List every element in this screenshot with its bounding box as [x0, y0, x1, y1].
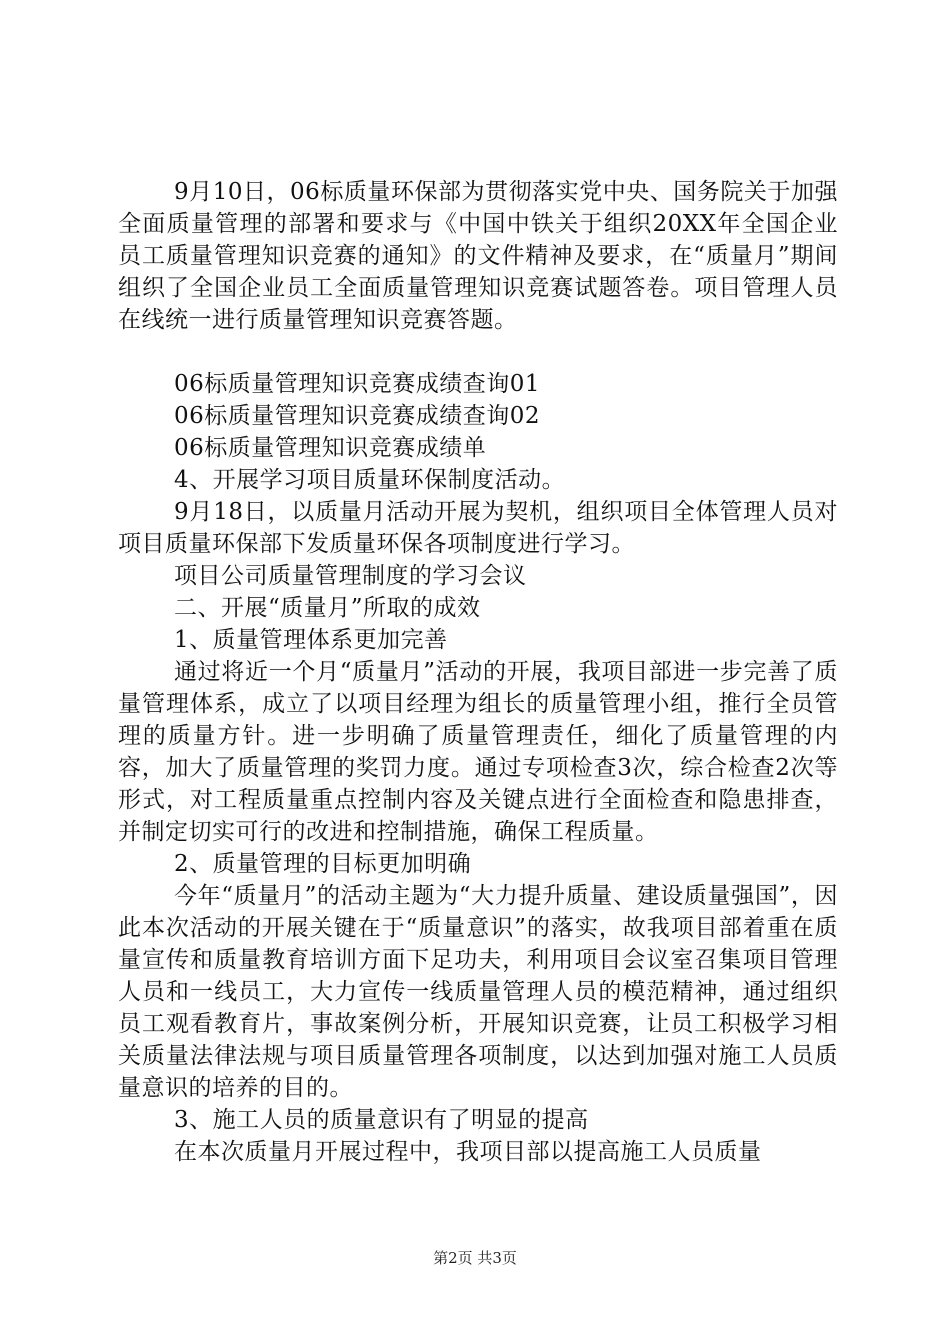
- caption-score-query-01: 06标质量管理知识竞赛成绩查询01: [174, 371, 541, 397]
- caption-score-query-02: 06标质量管理知识竞赛成绩查询02: [174, 403, 541, 429]
- paragraph-goal-clearer: 今年“质量月”的活动主题为“大力提升质量、建设质量强国”，因此本次活动的开展关键在于“质量意识”的落实，故我项目部着重在质量宣传和质量教育培训方面下足功夫，利用项目会议室召集项目管理人员和一线员工，大力宣传一线质量管理人员的模范精神，通过组织员工观看教育片，事故案例分析，开展知识竞赛，让员工积极学习相关质量法律法规与项目质量管理各项制度，以达到加强对施工人员质量意识的培养的目的。: [118, 883, 838, 1101]
- paragraph-spacer: [118, 336, 838, 368]
- paragraph-quality-contest-intro: 9月10日，06标质量环保部为贯彻落实党中央、国务院关于加强全面质量管理的部署和要求与《中国中铁关于组织20XX年全国企业员工质量管理知识竞赛的通知》的文件精神及要求，在“质量月”期间组织了全国企业员工全面质量管理知识竞赛试题答卷。项目管理人员在线统一进行质量管理知识竞赛答题。: [118, 179, 838, 333]
- caption-score-list: 06标质量管理知识竞赛成绩单: [174, 435, 487, 461]
- paragraph-system-improved: 通过将近一个月“质量月”活动的开展，我项目部进一步完善了质量管理体系，成立了以项目经理为组长的质量管理小组，推行全员管理的质量方针。进一步明确了质量管理责任，细化了质量管理的内容，加大了质量管理的奖罚力度。通过专项检查3次，综合检查2次等形式，对工程质量重点控制内容及关键点进行全面检查和隐患排查，并制定切实可行的改进和控制措施，确保工程质量。: [118, 659, 838, 845]
- section-heading-study-activity: 4、开展学习项目质量环保制度活动。: [174, 467, 566, 493]
- subheading-awareness-improved: 3、施工人员的质量意识有了明显的提高: [174, 1107, 589, 1133]
- page-footer: 第2页 共3页: [433, 1249, 517, 1267]
- paragraph-study-system: 9月18日，以质量月活动开展为契机，组织项目全体管理人员对项目质量环保部下发质量环保各项制度进行学习。: [118, 499, 838, 557]
- subheading-system-improved: 1、质量管理体系更加完善: [174, 627, 448, 653]
- subheading-goal-clearer: 2、质量管理的目标更加明确: [174, 851, 472, 877]
- document-body: [118, 176, 838, 1168]
- paragraph-awareness-improved: 在本次质量月开展过程中，我项目部以提高施工人员质量: [174, 1139, 762, 1165]
- caption-study-meeting: 项目公司质量管理制度的学习会议: [174, 563, 527, 589]
- section-heading-results: 二、开展“质量月”所取的成效: [174, 595, 481, 621]
